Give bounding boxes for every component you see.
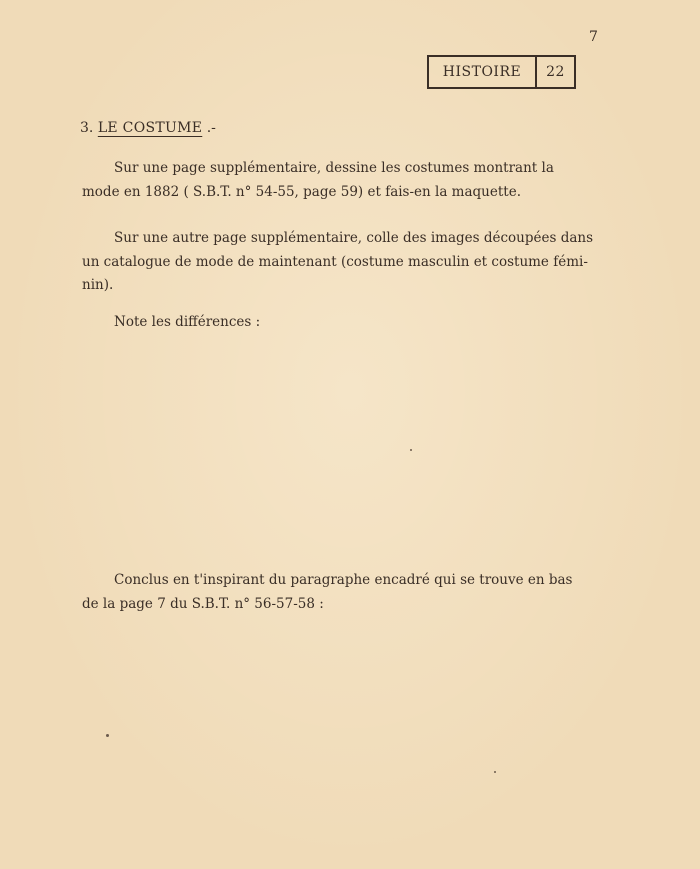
instruction-paragraph-catalogue	[82, 227, 607, 298]
paper-speck	[494, 771, 496, 773]
page-number: 7	[589, 29, 598, 45]
subject-label: HISTOIRE	[429, 57, 537, 87]
paragraph-line: Conclus en t'inspirant du paragraphe encadré qui se trouve en bas	[114, 572, 573, 588]
subject-box	[427, 55, 576, 89]
paper-speck	[410, 449, 412, 451]
instruction-paragraph-differences	[82, 311, 607, 335]
section-title: LE COSTUME	[97, 120, 203, 136]
paragraph-line: nin).	[82, 277, 114, 293]
section-number: 3.	[80, 120, 94, 136]
paragraph-line: un catalogue de mode de maintenant (costume masculin et costume fémi-	[82, 253, 588, 270]
section-suffix: .-	[206, 120, 216, 136]
paragraph-line: de la page 7 du S.B.T. n° 56-57-58 :	[82, 595, 324, 612]
paragraph-line: Sur une autre page supplémentaire, colle des images découpées dans	[114, 230, 594, 246]
instruction-paragraph-drawing	[82, 157, 607, 204]
paper-speck	[106, 734, 109, 737]
subject-number: 22	[546, 64, 565, 80]
paragraph-line: Note les différences :	[114, 314, 261, 330]
instruction-paragraph-conclusion	[82, 569, 607, 616]
paragraph-line: Sur une page supplémentaire, dessine les costumes montrant la	[114, 160, 554, 176]
paragraph-line: mode en 1882 ( S.B.T. n° 54-55, page 59) et fais-en la maquette.	[82, 183, 521, 200]
section-heading	[80, 120, 216, 136]
